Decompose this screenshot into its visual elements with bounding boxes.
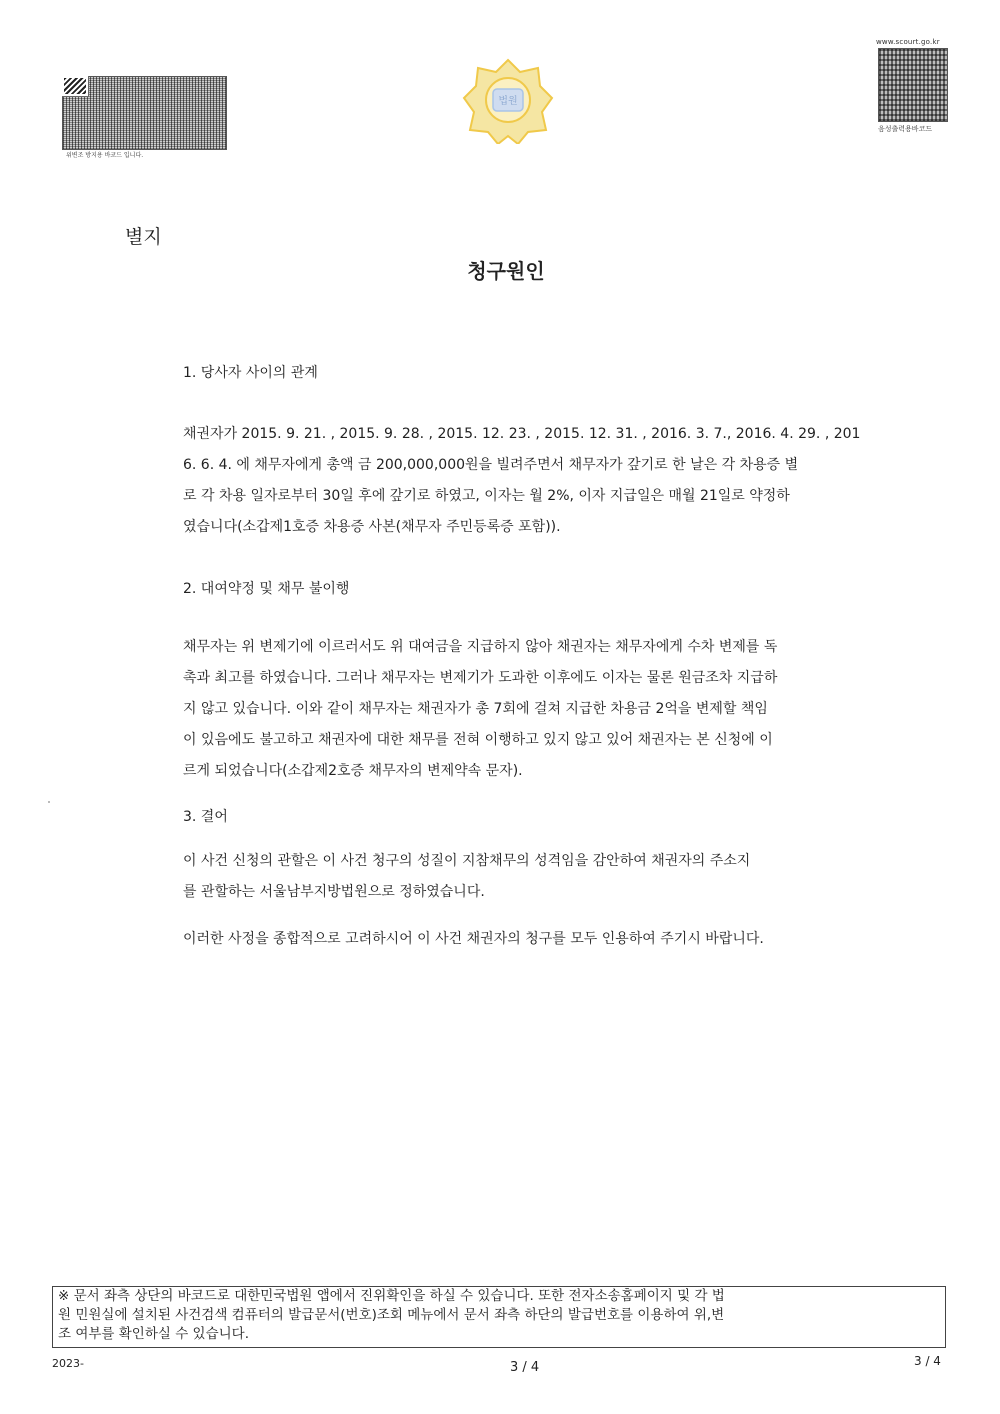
paragraph-line: 채권자가 2015. 9. 21. , 2015. 9. 28. , 2015. 12. 23. , 2015. 12. 31. , 2016. 3. 7., 2016. 4. 29. , 201	[183, 426, 861, 442]
section-heading: 2. 대여약정 및 채무 불이행	[183, 581, 350, 597]
paragraph	[183, 632, 873, 787]
paragraph-line: 이러한 사정을 종합적으로 고려하시어 이 사건 채권자의 청구를 모두 인용하여 주기시 바랍니다.	[183, 931, 764, 947]
scan-artifact	[48, 801, 50, 803]
page-number-center: 3 / 4	[510, 1360, 540, 1375]
paragraph-line: 를 관할하는 서울남부지방법원으로 정하였습니다.	[183, 884, 485, 900]
paragraph-line: 르게 되었습니다(소갑제2호증 채무자의 변제약속 문자).	[183, 763, 523, 779]
court-emblem-icon	[462, 58, 554, 144]
issue-number: 2023-	[52, 1357, 84, 1370]
paragraph	[183, 924, 873, 955]
paragraph	[183, 846, 873, 908]
paragraph-line: 였습니다(소갑제1호증 차용증 사본(채무자 주민등록증 포함)).	[183, 519, 561, 535]
notice-line: 원 민원실에 설치된 사건검색 컴퓨터의 발급문서(번호)조회 메뉴에서 문서 좌측 하단의 발급번호를 이용하여 위,변	[58, 1307, 725, 1323]
paragraph-line: 촉과 최고를 하였습니다. 그러나 채무자는 변제기가 도과한 이후에도 이자는 물론 원금조차 지급하	[183, 670, 778, 686]
paragraph-line: 이 있음에도 불고하고 채권자에 대한 채무를 전혀 이행하고 있지 않고 있어 채권자는 본 신청에 이	[183, 732, 773, 748]
qr-caption: 음성출력용바코드	[878, 125, 933, 133]
paragraph-line: 채무자는 위 변제기에 이르러서도 위 대여금을 지급하지 않아 채권자는 채무자에게 수차 변제를 독	[183, 639, 778, 655]
barcode-corner-mark	[62, 76, 89, 97]
section-heading: 1. 당사자 사이의 관계	[183, 365, 318, 381]
notice-line: ※ 문서 좌측 상단의 바코드로 대한민국법원 앱에서 진위확인을 하실 수 있습니다. 또한 전자소송홈페이지 및 각 법	[58, 1288, 725, 1304]
emblem-text: 법원	[498, 96, 518, 107]
section-heading: 3. 결어	[183, 809, 228, 825]
verification-notice	[52, 1286, 946, 1348]
paragraph-line: 이 사건 신청의 관할은 이 사건 청구의 성질이 지참채무의 성격임을 감안하여 채권자의 주소지	[183, 853, 751, 869]
paragraph-line: 6. 6. 4. 에 채무자에게 총액 금 200,000,000원을 빌려주면서 채무자가 갚기로 한 날은 각 차용증 별	[183, 457, 799, 473]
document-title: 청구원인	[467, 259, 545, 283]
attachment-label: 별지	[125, 226, 162, 248]
paragraph-line: 로 각 차용 일자로부터 30일 후에 갚기로 하였고, 이자는 월 2%, 이자 지급일은 매월 21일로 약정하	[183, 488, 790, 504]
page-number-right: 3 / 4	[914, 1354, 941, 1368]
notice-line: 조 여부를 확인하실 수 있습니다.	[58, 1326, 249, 1342]
paragraph	[183, 419, 873, 543]
qr-code	[878, 48, 948, 122]
qr-url: www.scourt.go.kr	[876, 38, 940, 46]
paragraph-line: 지 않고 있습니다. 이와 같이 채무자는 채권자가 총 7회에 걸쳐 지급한 차용금 2억을 변제할 책임	[183, 701, 768, 717]
barcode-caption: 위변조 방지용 바코드 입니다.	[66, 152, 144, 159]
